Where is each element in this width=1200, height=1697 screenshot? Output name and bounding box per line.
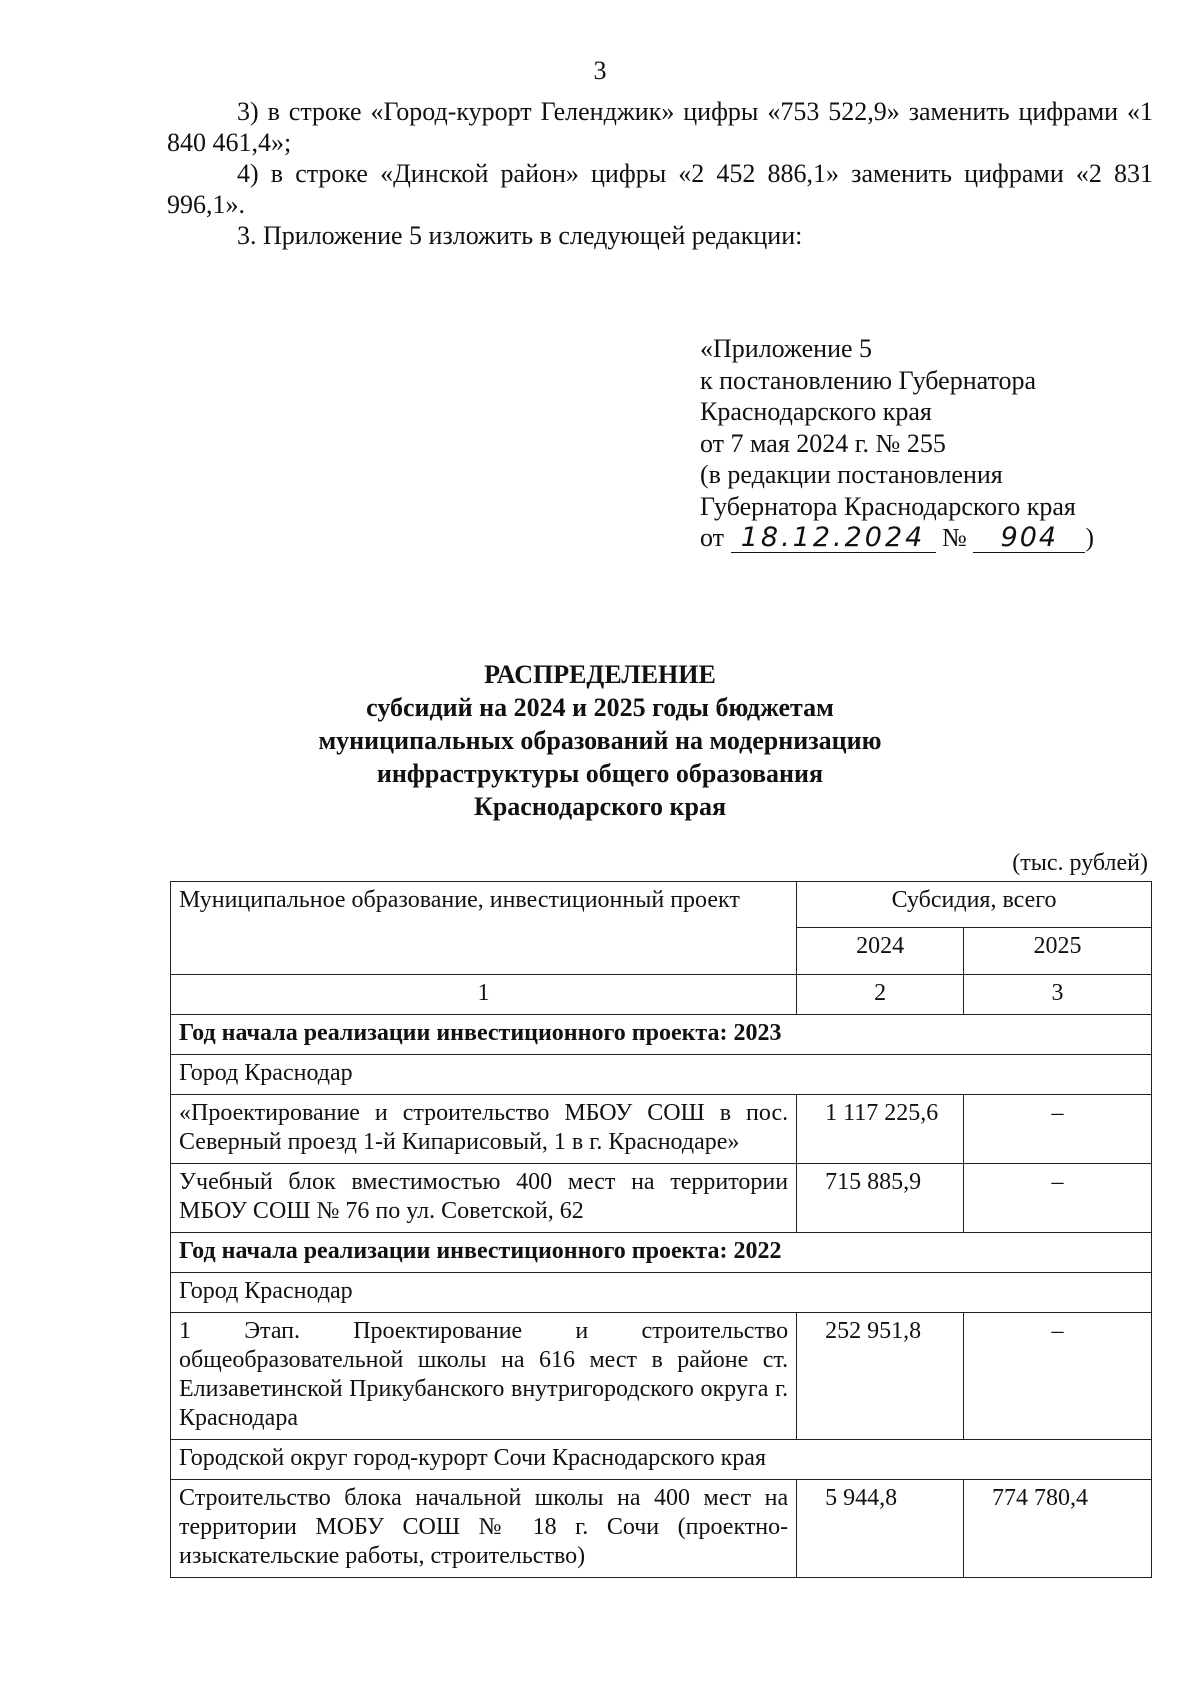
- header-year-2025: 2025: [964, 928, 1152, 975]
- appendix-line: Губернатора Краснодарского края: [700, 491, 1076, 521]
- project-name: Учебный блок вместимостью 400 мест на территории МБОУ СОШ № 76 по ул. Советской, 62: [171, 1164, 797, 1233]
- project-name: «Проектирование и строительство МБОУ СОШ в пос. Северный проезд 1-й Кипарисовый, 1 в г. Краснодаре»: [171, 1095, 797, 1164]
- handwritten-number: 904: [973, 524, 1085, 553]
- appendix-line: (в редакции постановления: [700, 460, 1003, 489]
- paragraph-appendix-5: 3. Приложение 5 изложить в следующей редакции:: [237, 221, 803, 250]
- subsidy-table: [170, 881, 1152, 1578]
- page-number: 3: [593, 56, 607, 85]
- table-section-row: [171, 1233, 1152, 1273]
- value-2024: 5 944,8: [797, 1480, 964, 1578]
- paragraph-item-3: 3) в строке «Город-курорт Геленджик» цифры «753 522,9» заменить цифрами «1 840 461,4»;: [167, 97, 1153, 157]
- column-number: 1: [171, 975, 797, 1015]
- appendix-line: Краснодарского края: [700, 397, 932, 426]
- title-line: инфраструктуры общего образования: [376, 759, 824, 788]
- table-municipality-row: [171, 1273, 1152, 1313]
- project-name: 1 Этап. Проектирование и строительство общеобразовательной школы на 616 мест в районе ст. Елизаветинской Прикубанского внутригородского округа г. Краснодара: [171, 1313, 797, 1440]
- value-2025: 774 780,4: [964, 1480, 1152, 1578]
- number-sign: №: [942, 523, 967, 552]
- value-2025: –: [964, 1313, 1152, 1440]
- closing-parenthesis: ): [1085, 523, 1095, 552]
- column-number: 3: [964, 975, 1152, 1015]
- appendix-line: от 7 мая 2024 г. № 255: [700, 428, 946, 458]
- section-year-2022: Год начала реализации инвестиционного проекта: 2022: [171, 1233, 1152, 1273]
- municipality-krasnodar: Город Краснодар: [171, 1273, 1152, 1313]
- table-section-row: [171, 1015, 1152, 1055]
- amendment-text: [167, 96, 1153, 251]
- table-row: [171, 1095, 1152, 1164]
- title-line: РАСПРЕДЕЛЕНИЕ: [484, 660, 716, 689]
- document-title: [0, 658, 1200, 823]
- appendix-line: «Приложение 5: [700, 334, 873, 363]
- header-subsidy-total: Субсидия, всего: [797, 882, 1152, 928]
- municipality-krasnodar: Город Краснодар: [171, 1055, 1152, 1095]
- table-row: [171, 1164, 1152, 1233]
- appendix-line: к постановлению Губернатора: [700, 365, 1037, 395]
- column-number: 2: [797, 975, 964, 1015]
- table-header-row: [171, 882, 1152, 928]
- title-line: Краснодарского края: [473, 792, 727, 821]
- table-municipality-row: [171, 1055, 1152, 1095]
- table-numbering-row: [171, 975, 1152, 1015]
- value-2025: –: [964, 1095, 1152, 1164]
- value-2024: 1 117 225,6: [797, 1095, 964, 1164]
- handwritten-date: 18.12.2024: [731, 524, 936, 553]
- appendix-date-line: [700, 522, 1094, 554]
- appendix-header: [700, 333, 1094, 554]
- header-year-2024: 2024: [797, 928, 964, 975]
- project-name: Строительство блока начальной школы на 400 мест на территории МОБУ СОШ № 18 г. Сочи (проектно-изыскательские работы, строительство): [171, 1480, 797, 1578]
- municipality-sochi: Городской округ город-курорт Сочи Краснодарского края: [171, 1440, 1152, 1480]
- value-2024: 252 951,8: [797, 1313, 964, 1440]
- date-prefix: от: [700, 523, 725, 552]
- title-line: муниципальных образований на модернизацию: [318, 726, 882, 755]
- header-municipality: Муниципальное образование, инвестиционный проект: [171, 882, 797, 975]
- table-row: [171, 1313, 1152, 1440]
- table-municipality-row: [171, 1440, 1152, 1480]
- title-line: субсидий на 2024 и 2025 годы бюджетам: [366, 693, 834, 722]
- value-2024: 715 885,9: [797, 1164, 964, 1233]
- units-label: (тыс. рублей): [1012, 850, 1148, 876]
- paragraph-item-4: 4) в строке «Динской район» цифры «2 452 886,1» заменить цифрами «2 831 996,1».: [167, 159, 1153, 219]
- value-2025: –: [964, 1164, 1152, 1233]
- section-year-2023: Год начала реализации инвестиционного проекта: 2023: [171, 1015, 1152, 1055]
- table-row: [171, 1480, 1152, 1578]
